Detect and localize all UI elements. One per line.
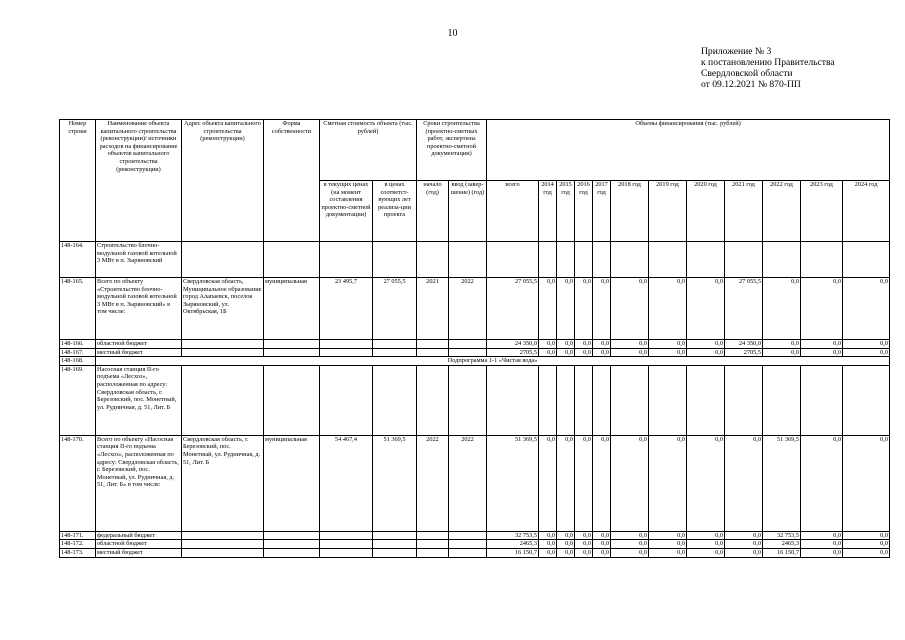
header-cost-adjusted: в ценах соответст-вующих лет реализа-ции проекта [373, 181, 417, 242]
year-value-cell [763, 365, 801, 435]
year-value-cell: 0,0 [801, 548, 843, 557]
header-total: всего [487, 181, 539, 242]
year-value-cell [801, 242, 843, 278]
header-start-year: начало (год) [417, 181, 449, 242]
total-cell: 51 369,5 [487, 435, 539, 531]
address-cell: Свердловская область, г. Березовский, пос. Монетный, ул. Рудничная, д. 51, Лит. Б [182, 435, 264, 531]
appendix-line-4: от 09.12.2021 № 870-ПП [701, 79, 801, 90]
year-value-cell: 0,0 [649, 540, 687, 549]
year-value-cell: 0,0 [649, 278, 687, 340]
address-cell [182, 340, 264, 349]
year-value-cell: 0,0 [611, 278, 649, 340]
start-year-cell: 2021 [417, 278, 449, 340]
year-value-cell: 0,0 [557, 348, 575, 357]
table-row [60, 548, 890, 557]
address-cell [182, 531, 264, 540]
row-number: 148-164. [60, 242, 96, 278]
end-year-cell: 2022 [449, 278, 487, 340]
start-year-cell [417, 365, 449, 435]
year-value-cell: 0,0 [611, 348, 649, 357]
header-cost-current: в текущих ценах (на момент составления проектно-сметной документации) [320, 181, 373, 242]
cost-current-cell [320, 340, 373, 349]
year-value-cell: 0,0 [843, 531, 890, 540]
header-address: Адрес объекта капитального строительства (реконструкции) [182, 120, 264, 242]
appendix-header [701, 46, 835, 90]
year-value-cell: 0,0 [575, 348, 593, 357]
year-value-cell [557, 242, 575, 278]
year-value-cell [725, 242, 763, 278]
year-value-cell [611, 242, 649, 278]
header-object-name: Наименование объекта капитального строительства (реконструкции)/ источники расходов на финансирование объектов капитального строительства (реконструкции) [96, 120, 182, 242]
object-name-cell: местный бюджет [96, 548, 182, 557]
year-value-cell: 0,0 [763, 340, 801, 349]
year-value-cell [593, 365, 611, 435]
header-end-year: ввод (завер-шение) (год) [449, 181, 487, 242]
year-value-cell: 0,0 [763, 348, 801, 357]
start-year-cell [417, 548, 449, 557]
year-value-cell: 0,0 [593, 540, 611, 549]
year-value-cell [801, 365, 843, 435]
end-year-cell [449, 365, 487, 435]
year-value-cell [725, 365, 763, 435]
year-value-cell: 0,0 [611, 548, 649, 557]
year-value-cell [649, 365, 687, 435]
year-value-cell: 0,0 [575, 435, 593, 531]
year-value-cell: 0,0 [649, 340, 687, 349]
address-cell [182, 242, 264, 278]
year-value-cell: 0,0 [649, 531, 687, 540]
row-number: 148-172. [60, 540, 96, 549]
year-value-cell: 0,0 [687, 435, 725, 531]
year-value-cell: 0,0 [539, 340, 557, 349]
cost-adjusted-cell [373, 348, 417, 357]
year-value-cell: 51 369,5 [763, 435, 801, 531]
year-value-cell: 0,0 [687, 548, 725, 557]
year-value-cell: 0,0 [843, 340, 890, 349]
cost-current-cell [320, 548, 373, 557]
header-year-1: 2015 год [557, 181, 575, 242]
ownership-cell [264, 531, 320, 540]
header-year-7: 2021 год [725, 181, 763, 242]
cost-current-cell: 54 467,4 [320, 435, 373, 531]
year-value-cell: 0,0 [687, 340, 725, 349]
start-year-cell [417, 531, 449, 540]
start-year-cell [417, 540, 449, 549]
table-row [60, 242, 890, 278]
start-year-cell: 2022 [417, 435, 449, 531]
cost-adjusted-cell [373, 548, 417, 557]
year-value-cell: 0,0 [539, 278, 557, 340]
year-value-cell: 0,0 [593, 531, 611, 540]
table-row [60, 348, 890, 357]
table-row [60, 340, 890, 349]
object-name-cell: Всего по объекту «Строительство блочно-модульной газовой котельной 3 МВт в п. Зыряновский» в том числе: [96, 278, 182, 340]
start-year-cell [417, 340, 449, 349]
object-name-cell: областной бюджет [96, 340, 182, 349]
year-value-cell: 0,0 [687, 531, 725, 540]
header-row-number: Номер строки [60, 120, 96, 242]
year-value-cell: 0,0 [843, 548, 890, 557]
header-ownership: Форма собственности [264, 120, 320, 242]
year-value-cell: 0,0 [687, 278, 725, 340]
row-number: 148-169. [60, 365, 96, 435]
year-value-cell: 0,0 [611, 340, 649, 349]
total-cell: 32 753,5 [487, 531, 539, 540]
year-value-cell [687, 242, 725, 278]
header-volumes: Объемы финансирования (тыс. рублей) [487, 120, 890, 181]
header-year-2: 2016 год [575, 181, 593, 242]
table-row [60, 357, 890, 366]
cost-adjusted-cell [373, 242, 417, 278]
ownership-cell: муниципальная [264, 435, 320, 531]
row-number: 148-167. [60, 348, 96, 357]
year-value-cell: 27 055,5 [725, 278, 763, 340]
end-year-cell [449, 531, 487, 540]
year-value-cell [575, 365, 593, 435]
header-year-6: 2020 год [687, 181, 725, 242]
header-year-3: 2017 год [593, 181, 611, 242]
year-value-cell: 0,0 [539, 348, 557, 357]
year-value-cell: 32 753,5 [763, 531, 801, 540]
year-value-cell [843, 242, 890, 278]
address-cell [182, 540, 264, 549]
year-value-cell: 0,0 [539, 531, 557, 540]
year-value-cell: 0,0 [801, 278, 843, 340]
year-value-cell: 0,0 [763, 278, 801, 340]
ownership-cell: муниципальная [264, 278, 320, 340]
row-number: 148-168. [60, 357, 96, 366]
year-value-cell: 0,0 [611, 531, 649, 540]
total-cell [487, 242, 539, 278]
row-number: 148-165. [60, 278, 96, 340]
total-cell: 2705,5 [487, 348, 539, 357]
header-year-10: 2024 год [843, 181, 890, 242]
year-value-cell: 0,0 [843, 540, 890, 549]
row-number: 148-173. [60, 548, 96, 557]
year-value-cell [575, 242, 593, 278]
year-value-cell: 0,0 [843, 348, 890, 357]
year-value-cell: 0,0 [593, 548, 611, 557]
year-value-cell: 0,0 [649, 435, 687, 531]
cost-current-cell [320, 540, 373, 549]
end-year-cell [449, 540, 487, 549]
year-value-cell [557, 365, 575, 435]
table-row [60, 278, 890, 340]
year-value-cell: 0,0 [649, 548, 687, 557]
year-value-cell: 0,0 [843, 278, 890, 340]
year-value-cell: 0,0 [801, 435, 843, 531]
table-row [60, 540, 890, 549]
ownership-cell [264, 348, 320, 357]
end-year-cell [449, 548, 487, 557]
year-value-cell: 0,0 [557, 278, 575, 340]
year-value-cell [539, 242, 557, 278]
ownership-cell [264, 340, 320, 349]
object-name-cell: областной бюджет [96, 540, 182, 549]
address-cell: Свердловская область, Муниципальное образование город Алапаевск, поселок Зыряновский, ул. Октябрьская, 1Б [182, 278, 264, 340]
header-cost: Сметная стоимость объекта (тыс. рублей) [320, 120, 417, 181]
table-row [60, 435, 890, 531]
row-number: 148-170. [60, 435, 96, 531]
end-year-cell [449, 242, 487, 278]
end-year-cell [449, 348, 487, 357]
address-cell [182, 548, 264, 557]
year-value-cell: 0,0 [593, 278, 611, 340]
year-value-cell: 2465,3 [763, 540, 801, 549]
header-terms: Сроки строительства (проектно-сметных работ, экспертизы проектно-сметной документации) [417, 120, 487, 181]
year-value-cell: 16 150,7 [763, 548, 801, 557]
year-value-cell: 0,0 [575, 340, 593, 349]
year-value-cell: 0,0 [611, 540, 649, 549]
header-year-5: 2019 год [649, 181, 687, 242]
end-year-cell [449, 340, 487, 349]
year-value-cell: 0,0 [575, 540, 593, 549]
year-value-cell [611, 365, 649, 435]
page-number: 10 [447, 28, 458, 39]
year-value-cell: 0,0 [725, 531, 763, 540]
appendix-line-2: к постановлению Правительства [701, 57, 835, 68]
cost-current-cell [320, 242, 373, 278]
cost-adjusted-cell [373, 531, 417, 540]
cost-adjusted-cell [373, 340, 417, 349]
year-value-cell: 0,0 [539, 435, 557, 531]
cost-adjusted-cell [373, 365, 417, 435]
address-cell [182, 365, 264, 435]
table-row [60, 365, 890, 435]
header-year-9: 2023 год [801, 181, 843, 242]
start-year-cell [417, 242, 449, 278]
object-name-cell: Строительство блочно-модульной газовой котельной 3 МВт в п. Зыряновский [96, 242, 182, 278]
year-value-cell: 0,0 [539, 540, 557, 549]
year-value-cell: 2705,5 [725, 348, 763, 357]
appendix-line-3: Свердловской области [701, 68, 793, 79]
row-number: 148-166. [60, 340, 96, 349]
year-value-cell: 0,0 [649, 348, 687, 357]
year-value-cell: 0,0 [557, 548, 575, 557]
year-value-cell: 0,0 [557, 531, 575, 540]
year-value-cell: 0,0 [593, 348, 611, 357]
year-value-cell: 0,0 [593, 340, 611, 349]
year-value-cell: 0,0 [593, 435, 611, 531]
year-value-cell: 0,0 [611, 435, 649, 531]
financing-table [59, 119, 890, 558]
year-value-cell: 0,0 [843, 435, 890, 531]
address-cell [182, 348, 264, 357]
year-value-cell: 24 350,0 [725, 340, 763, 349]
year-value-cell [687, 365, 725, 435]
year-value-cell: 0,0 [557, 435, 575, 531]
total-cell: 24 350,0 [487, 340, 539, 349]
start-year-cell [417, 348, 449, 357]
cost-current-cell [320, 365, 373, 435]
total-cell: 2465,3 [487, 540, 539, 549]
ownership-cell [264, 548, 320, 557]
year-value-cell: 0,0 [801, 340, 843, 349]
year-value-cell: 0,0 [575, 548, 593, 557]
year-value-cell: 0,0 [557, 340, 575, 349]
object-name-cell: Всего по объекту «Насосная станция II-го подъема «Лесхоз», расположенная по адресу: Свердловская область, г. Березовский, пос. Монетный, ул. Рудничная, д. 51, Лит. Б» в том числе: [96, 435, 182, 531]
section-title: Подпрограмма 1-1 «Чистая вода» [96, 357, 890, 366]
object-name-cell: федеральный бюджет [96, 531, 182, 540]
object-name-cell: Насосная станция II-го подъема «Лесхоз», расположенная по адресу: Свердловская область, г. Березовский, пос. Монетный, ул. Рудничная, д. 51, Лит. Б [96, 365, 182, 435]
year-value-cell: 0,0 [687, 540, 725, 549]
year-value-cell: 0,0 [725, 435, 763, 531]
year-value-cell: 0,0 [557, 540, 575, 549]
year-value-cell [593, 242, 611, 278]
total-cell [487, 365, 539, 435]
year-value-cell: 0,0 [575, 278, 593, 340]
ownership-cell [264, 365, 320, 435]
year-value-cell: 0,0 [801, 348, 843, 357]
cost-current-cell [320, 348, 373, 357]
year-value-cell: 0,0 [725, 540, 763, 549]
year-value-cell [539, 365, 557, 435]
end-year-cell: 2022 [449, 435, 487, 531]
year-value-cell: 0,0 [801, 531, 843, 540]
year-value-cell: 0,0 [725, 548, 763, 557]
cost-current-cell: 23 495,7 [320, 278, 373, 340]
ownership-cell [264, 540, 320, 549]
ownership-cell [264, 242, 320, 278]
cost-adjusted-cell: 27 055,5 [373, 278, 417, 340]
year-value-cell: 0,0 [687, 348, 725, 357]
cost-adjusted-cell [373, 540, 417, 549]
year-value-cell: 0,0 [801, 540, 843, 549]
total-cell: 27 055,5 [487, 278, 539, 340]
year-value-cell [763, 242, 801, 278]
header-year-8: 2022 год [763, 181, 801, 242]
total-cell: 16 150,7 [487, 548, 539, 557]
cost-adjusted-cell: 51 369,5 [373, 435, 417, 531]
year-value-cell [649, 242, 687, 278]
header-year-4: 2018 год [611, 181, 649, 242]
appendix-line-1: Приложение № 3 [701, 46, 772, 57]
year-value-cell: 0,0 [575, 531, 593, 540]
year-value-cell: 0,0 [539, 548, 557, 557]
object-name-cell: местный бюджет [96, 348, 182, 357]
header-year-0: 2014 год [539, 181, 557, 242]
row-number: 148-171. [60, 531, 96, 540]
table-row [60, 531, 890, 540]
year-value-cell [843, 365, 890, 435]
cost-current-cell [320, 531, 373, 540]
